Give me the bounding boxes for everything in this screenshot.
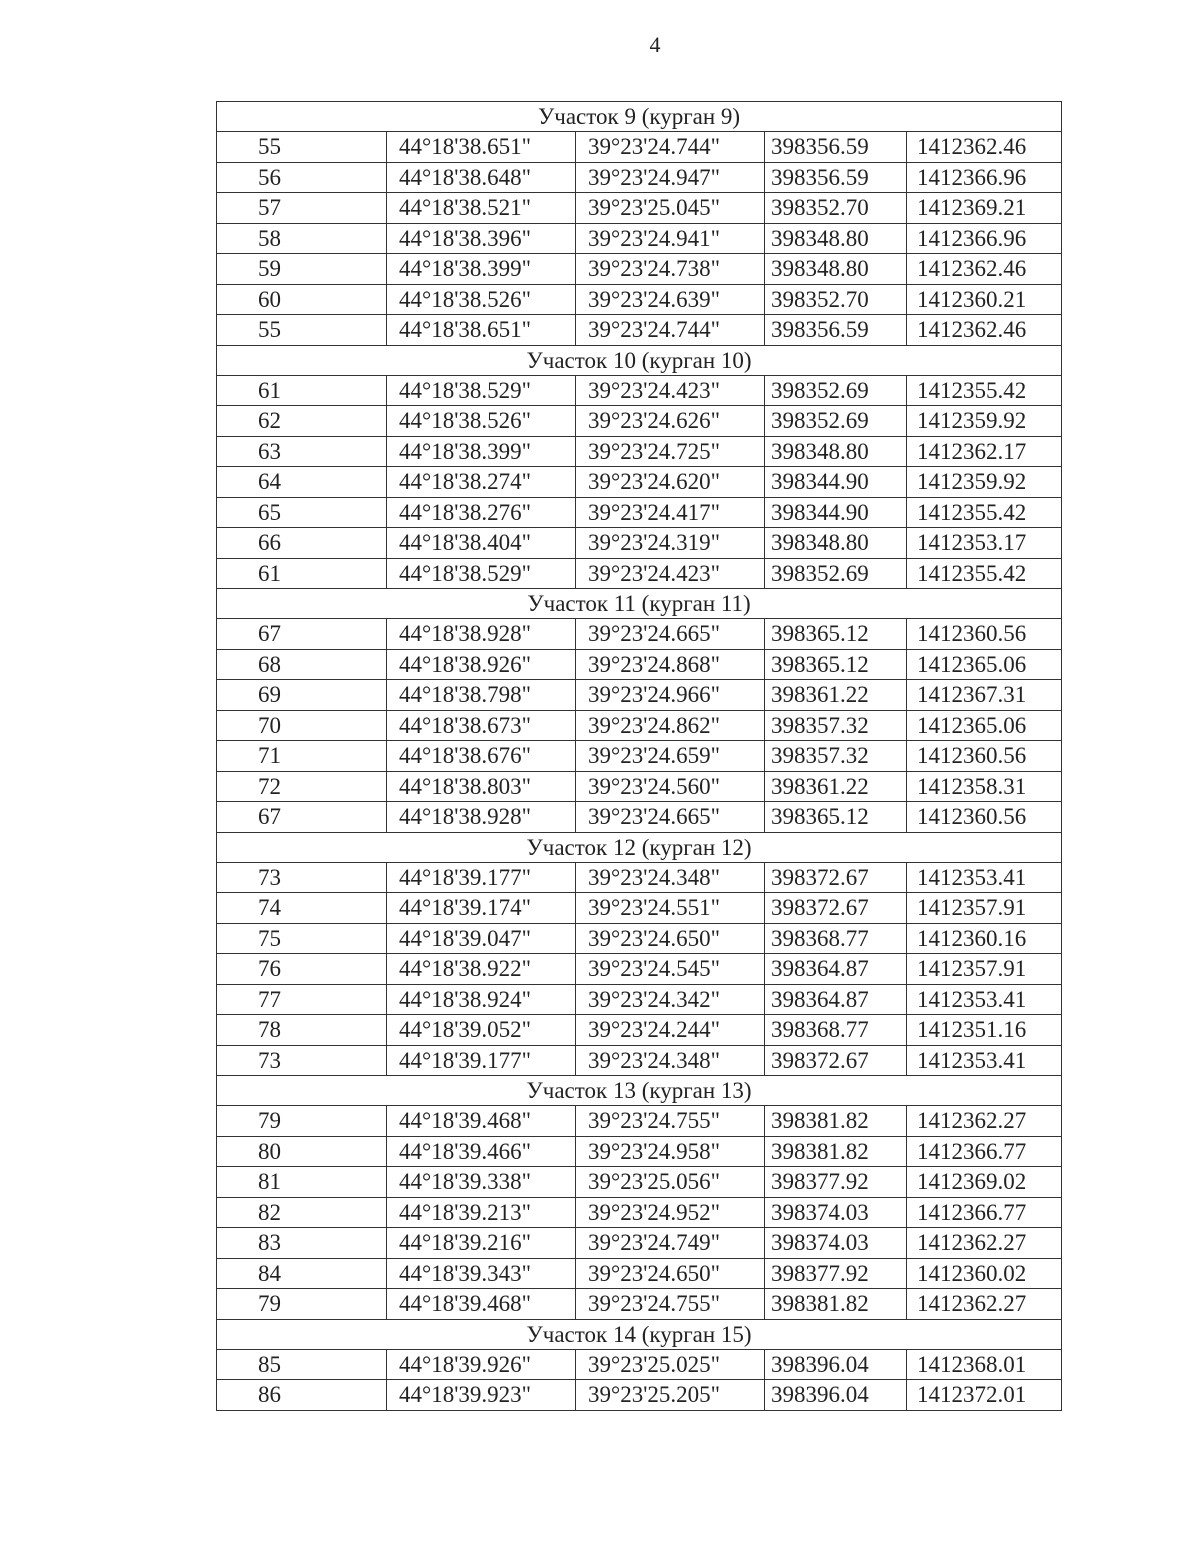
x-coordinate-cell: 398344.90 [765, 497, 907, 528]
y-coordinate-cell: 1412367.31 [907, 680, 1062, 711]
y-coordinate-cell: 1412368.01 [907, 1349, 1062, 1380]
table-row [217, 1015, 1062, 1046]
x-coordinate-cell: 398365.12 [765, 802, 907, 833]
table-row [217, 1197, 1062, 1228]
x-coordinate-cell: 398368.77 [765, 923, 907, 954]
y-coordinate-cell: 1412362.46 [907, 254, 1062, 285]
section-title: Участок 14 (курган 15) [217, 1319, 1062, 1349]
x-coordinate-cell: 398348.80 [765, 223, 907, 254]
latitude-cell: 44°18'38.676" [387, 741, 576, 772]
latitude-cell: 44°18'39.213" [387, 1197, 576, 1228]
latitude-cell: 44°18'39.338" [387, 1167, 576, 1198]
x-coordinate-cell: 398352.69 [765, 558, 907, 589]
point-number-cell: 67 [217, 619, 387, 650]
table-row [217, 1228, 1062, 1259]
table-row [217, 284, 1062, 315]
longitude-cell: 39°23'24.423" [576, 558, 765, 589]
x-coordinate-cell: 398396.04 [765, 1380, 907, 1411]
table-row [217, 375, 1062, 406]
point-number-cell: 86 [217, 1380, 387, 1411]
point-number-cell: 73 [217, 862, 387, 893]
y-coordinate-cell: 1412358.31 [907, 771, 1062, 802]
section-header-row [217, 1076, 1062, 1106]
latitude-cell: 44°18'38.521" [387, 193, 576, 224]
longitude-cell: 39°23'24.744" [576, 132, 765, 163]
longitude-cell: 39°23'24.626" [576, 406, 765, 437]
point-number-cell: 81 [217, 1167, 387, 1198]
latitude-cell: 44°18'39.468" [387, 1289, 576, 1320]
table-row [217, 558, 1062, 589]
longitude-cell: 39°23'25.045" [576, 193, 765, 224]
page-number: 4 [649, 32, 661, 57]
table-row [217, 315, 1062, 346]
y-coordinate-cell: 1412372.01 [907, 1380, 1062, 1411]
longitude-cell: 39°23'24.650" [576, 1258, 765, 1289]
x-coordinate-cell: 398372.67 [765, 1045, 907, 1076]
latitude-cell: 44°18'39.177" [387, 862, 576, 893]
y-coordinate-cell: 1412360.16 [907, 923, 1062, 954]
longitude-cell: 39°23'24.947" [576, 162, 765, 193]
point-number-cell: 72 [217, 771, 387, 802]
latitude-cell: 44°18'38.404" [387, 528, 576, 559]
latitude-cell: 44°18'38.274" [387, 467, 576, 498]
point-number-cell: 71 [217, 741, 387, 772]
latitude-cell: 44°18'39.174" [387, 893, 576, 924]
point-number-cell: 77 [217, 984, 387, 1015]
point-number-cell: 84 [217, 1258, 387, 1289]
latitude-cell: 44°18'39.047" [387, 923, 576, 954]
y-coordinate-cell: 1412353.41 [907, 984, 1062, 1015]
longitude-cell: 39°23'24.744" [576, 315, 765, 346]
x-coordinate-cell: 398361.22 [765, 680, 907, 711]
table-row [217, 528, 1062, 559]
point-number-cell: 85 [217, 1349, 387, 1380]
point-number-cell: 59 [217, 254, 387, 285]
point-number-cell: 65 [217, 497, 387, 528]
longitude-cell: 39°23'24.952" [576, 1197, 765, 1228]
x-coordinate-cell: 398357.32 [765, 710, 907, 741]
point-number-cell: 55 [217, 132, 387, 163]
longitude-cell: 39°23'24.868" [576, 649, 765, 680]
x-coordinate-cell: 398368.77 [765, 1015, 907, 1046]
longitude-cell: 39°23'24.342" [576, 984, 765, 1015]
longitude-cell: 39°23'24.749" [576, 1228, 765, 1259]
point-number-cell: 74 [217, 893, 387, 924]
y-coordinate-cell: 1412365.06 [907, 710, 1062, 741]
table-row [217, 1258, 1062, 1289]
longitude-cell: 39°23'24.755" [576, 1106, 765, 1137]
y-coordinate-cell: 1412362.46 [907, 132, 1062, 163]
section-title: Участок 12 (курган 12) [217, 832, 1062, 862]
table-row [217, 497, 1062, 528]
longitude-cell: 39°23'24.665" [576, 802, 765, 833]
longitude-cell: 39°23'24.958" [576, 1136, 765, 1167]
x-coordinate-cell: 398381.82 [765, 1289, 907, 1320]
latitude-cell: 44°18'39.177" [387, 1045, 576, 1076]
section-title: Участок 9 (курган 9) [217, 102, 1062, 132]
point-number-cell: 76 [217, 954, 387, 985]
x-coordinate-cell: 398364.87 [765, 984, 907, 1015]
latitude-cell: 44°18'38.399" [387, 254, 576, 285]
longitude-cell: 39°23'24.319" [576, 528, 765, 559]
table-row [217, 771, 1062, 802]
table-row [217, 193, 1062, 224]
x-coordinate-cell: 398357.32 [765, 741, 907, 772]
x-coordinate-cell: 398372.67 [765, 893, 907, 924]
point-number-cell: 79 [217, 1289, 387, 1320]
point-number-cell: 57 [217, 193, 387, 224]
longitude-cell: 39°23'24.348" [576, 862, 765, 893]
longitude-cell: 39°23'25.205" [576, 1380, 765, 1411]
y-coordinate-cell: 1412353.41 [907, 862, 1062, 893]
longitude-cell: 39°23'24.423" [576, 375, 765, 406]
latitude-cell: 44°18'39.468" [387, 1106, 576, 1137]
table-row [217, 436, 1062, 467]
section-title: Участок 13 (курган 13) [217, 1076, 1062, 1106]
point-number-cell: 67 [217, 802, 387, 833]
table-row [217, 802, 1062, 833]
latitude-cell: 44°18'38.399" [387, 436, 576, 467]
x-coordinate-cell: 398356.59 [765, 315, 907, 346]
point-number-cell: 82 [217, 1197, 387, 1228]
y-coordinate-cell: 1412353.17 [907, 528, 1062, 559]
table-row [217, 893, 1062, 924]
x-coordinate-cell: 398352.70 [765, 193, 907, 224]
point-number-cell: 62 [217, 406, 387, 437]
longitude-cell: 39°23'24.620" [576, 467, 765, 498]
y-coordinate-cell: 1412355.42 [907, 375, 1062, 406]
table-row [217, 162, 1062, 193]
x-coordinate-cell: 398372.67 [765, 862, 907, 893]
point-number-cell: 61 [217, 558, 387, 589]
y-coordinate-cell: 1412360.56 [907, 741, 1062, 772]
y-coordinate-cell: 1412362.27 [907, 1228, 1062, 1259]
longitude-cell: 39°23'24.941" [576, 223, 765, 254]
latitude-cell: 44°18'38.529" [387, 558, 576, 589]
latitude-cell: 44°18'39.923" [387, 1380, 576, 1411]
latitude-cell: 44°18'38.529" [387, 375, 576, 406]
longitude-cell: 39°23'24.738" [576, 254, 765, 285]
y-coordinate-cell: 1412359.92 [907, 406, 1062, 437]
latitude-cell: 44°18'38.924" [387, 984, 576, 1015]
latitude-cell: 44°18'38.928" [387, 619, 576, 650]
latitude-cell: 44°18'38.928" [387, 802, 576, 833]
latitude-cell: 44°18'38.651" [387, 315, 576, 346]
point-number-cell: 63 [217, 436, 387, 467]
latitude-cell: 44°18'38.648" [387, 162, 576, 193]
point-number-cell: 66 [217, 528, 387, 559]
x-coordinate-cell: 398377.92 [765, 1167, 907, 1198]
section-title: Участок 10 (курган 10) [217, 345, 1062, 375]
table-row [217, 954, 1062, 985]
longitude-cell: 39°23'24.545" [576, 954, 765, 985]
latitude-cell: 44°18'39.052" [387, 1015, 576, 1046]
point-number-cell: 58 [217, 223, 387, 254]
y-coordinate-cell: 1412360.02 [907, 1258, 1062, 1289]
point-number-cell: 83 [217, 1228, 387, 1259]
y-coordinate-cell: 1412360.56 [907, 802, 1062, 833]
y-coordinate-cell: 1412357.91 [907, 954, 1062, 985]
y-coordinate-cell: 1412366.77 [907, 1197, 1062, 1228]
longitude-cell: 39°23'24.650" [576, 923, 765, 954]
latitude-cell: 44°18'39.466" [387, 1136, 576, 1167]
table-row [217, 680, 1062, 711]
table-row [217, 223, 1062, 254]
y-coordinate-cell: 1412366.77 [907, 1136, 1062, 1167]
longitude-cell: 39°23'24.725" [576, 436, 765, 467]
x-coordinate-cell: 398365.12 [765, 619, 907, 650]
x-coordinate-cell: 398364.87 [765, 954, 907, 985]
x-coordinate-cell: 398381.82 [765, 1136, 907, 1167]
latitude-cell: 44°18'38.798" [387, 680, 576, 711]
y-coordinate-cell: 1412362.46 [907, 315, 1062, 346]
y-coordinate-cell: 1412351.16 [907, 1015, 1062, 1046]
latitude-cell: 44°18'38.673" [387, 710, 576, 741]
y-coordinate-cell: 1412357.91 [907, 893, 1062, 924]
longitude-cell: 39°23'24.417" [576, 497, 765, 528]
point-number-cell: 80 [217, 1136, 387, 1167]
x-coordinate-cell: 398344.90 [765, 467, 907, 498]
latitude-cell: 44°18'38.651" [387, 132, 576, 163]
latitude-cell: 44°18'38.803" [387, 771, 576, 802]
longitude-cell: 39°23'24.639" [576, 284, 765, 315]
y-coordinate-cell: 1412362.27 [907, 1289, 1062, 1320]
table-row [217, 1349, 1062, 1380]
point-number-cell: 61 [217, 375, 387, 406]
x-coordinate-cell: 398348.80 [765, 528, 907, 559]
section-header-row [217, 345, 1062, 375]
section-header-row [217, 1319, 1062, 1349]
y-coordinate-cell: 1412355.42 [907, 558, 1062, 589]
longitude-cell: 39°23'24.659" [576, 741, 765, 772]
point-number-cell: 79 [217, 1106, 387, 1137]
point-number-cell: 68 [217, 649, 387, 680]
longitude-cell: 39°23'24.560" [576, 771, 765, 802]
y-coordinate-cell: 1412369.21 [907, 193, 1062, 224]
x-coordinate-cell: 398348.80 [765, 254, 907, 285]
x-coordinate-cell: 398352.70 [765, 284, 907, 315]
point-number-cell: 70 [217, 710, 387, 741]
point-number-cell: 55 [217, 315, 387, 346]
longitude-cell: 39°23'24.244" [576, 1015, 765, 1046]
latitude-cell: 44°18'38.926" [387, 649, 576, 680]
table-row [217, 1289, 1062, 1320]
section-title: Участок 11 (курган 11) [217, 589, 1062, 619]
table-row [217, 1167, 1062, 1198]
x-coordinate-cell: 398361.22 [765, 771, 907, 802]
point-number-cell: 64 [217, 467, 387, 498]
table-row [217, 467, 1062, 498]
longitude-cell: 39°23'24.755" [576, 1289, 765, 1320]
point-number-cell: 75 [217, 923, 387, 954]
table-row [217, 1380, 1062, 1411]
longitude-cell: 39°23'25.056" [576, 1167, 765, 1198]
x-coordinate-cell: 398365.12 [765, 649, 907, 680]
table-row [217, 923, 1062, 954]
latitude-cell: 44°18'38.526" [387, 406, 576, 437]
longitude-cell: 39°23'24.862" [576, 710, 765, 741]
x-coordinate-cell: 398377.92 [765, 1258, 907, 1289]
y-coordinate-cell: 1412366.96 [907, 223, 1062, 254]
y-coordinate-cell: 1412353.41 [907, 1045, 1062, 1076]
latitude-cell: 44°18'38.526" [387, 284, 576, 315]
table-row [217, 862, 1062, 893]
coordinates-table [216, 101, 1062, 1411]
point-number-cell: 78 [217, 1015, 387, 1046]
latitude-cell: 44°18'39.216" [387, 1228, 576, 1259]
longitude-cell: 39°23'24.665" [576, 619, 765, 650]
latitude-cell: 44°18'39.343" [387, 1258, 576, 1289]
x-coordinate-cell: 398374.03 [765, 1197, 907, 1228]
y-coordinate-cell: 1412360.21 [907, 284, 1062, 315]
table-row [217, 1045, 1062, 1076]
table-row [217, 741, 1062, 772]
y-coordinate-cell: 1412366.96 [907, 162, 1062, 193]
x-coordinate-cell: 398348.80 [765, 436, 907, 467]
x-coordinate-cell: 398356.59 [765, 162, 907, 193]
table-row [217, 710, 1062, 741]
y-coordinate-cell: 1412360.56 [907, 619, 1062, 650]
table-row [217, 984, 1062, 1015]
section-header-row [217, 589, 1062, 619]
point-number-cell: 73 [217, 1045, 387, 1076]
latitude-cell: 44°18'38.396" [387, 223, 576, 254]
y-coordinate-cell: 1412362.27 [907, 1106, 1062, 1137]
latitude-cell: 44°18'38.276" [387, 497, 576, 528]
table-row [217, 649, 1062, 680]
point-number-cell: 60 [217, 284, 387, 315]
point-number-cell: 69 [217, 680, 387, 711]
coordinates-table-body [217, 102, 1062, 1411]
x-coordinate-cell: 398374.03 [765, 1228, 907, 1259]
x-coordinate-cell: 398396.04 [765, 1349, 907, 1380]
latitude-cell: 44°18'39.926" [387, 1349, 576, 1380]
section-header-row [217, 102, 1062, 132]
table-row [217, 132, 1062, 163]
table-row [217, 254, 1062, 285]
latitude-cell: 44°18'38.922" [387, 954, 576, 985]
table-row [217, 619, 1062, 650]
y-coordinate-cell: 1412369.02 [907, 1167, 1062, 1198]
y-coordinate-cell: 1412362.17 [907, 436, 1062, 467]
x-coordinate-cell: 398356.59 [765, 132, 907, 163]
longitude-cell: 39°23'24.551" [576, 893, 765, 924]
y-coordinate-cell: 1412365.06 [907, 649, 1062, 680]
y-coordinate-cell: 1412355.42 [907, 497, 1062, 528]
section-header-row [217, 832, 1062, 862]
x-coordinate-cell: 398352.69 [765, 375, 907, 406]
x-coordinate-cell: 398381.82 [765, 1106, 907, 1137]
table-row [217, 1106, 1062, 1137]
x-coordinate-cell: 398352.69 [765, 406, 907, 437]
table-row [217, 1136, 1062, 1167]
longitude-cell: 39°23'24.348" [576, 1045, 765, 1076]
longitude-cell: 39°23'25.025" [576, 1349, 765, 1380]
table-row [217, 406, 1062, 437]
y-coordinate-cell: 1412359.92 [907, 467, 1062, 498]
point-number-cell: 56 [217, 162, 387, 193]
longitude-cell: 39°23'24.966" [576, 680, 765, 711]
